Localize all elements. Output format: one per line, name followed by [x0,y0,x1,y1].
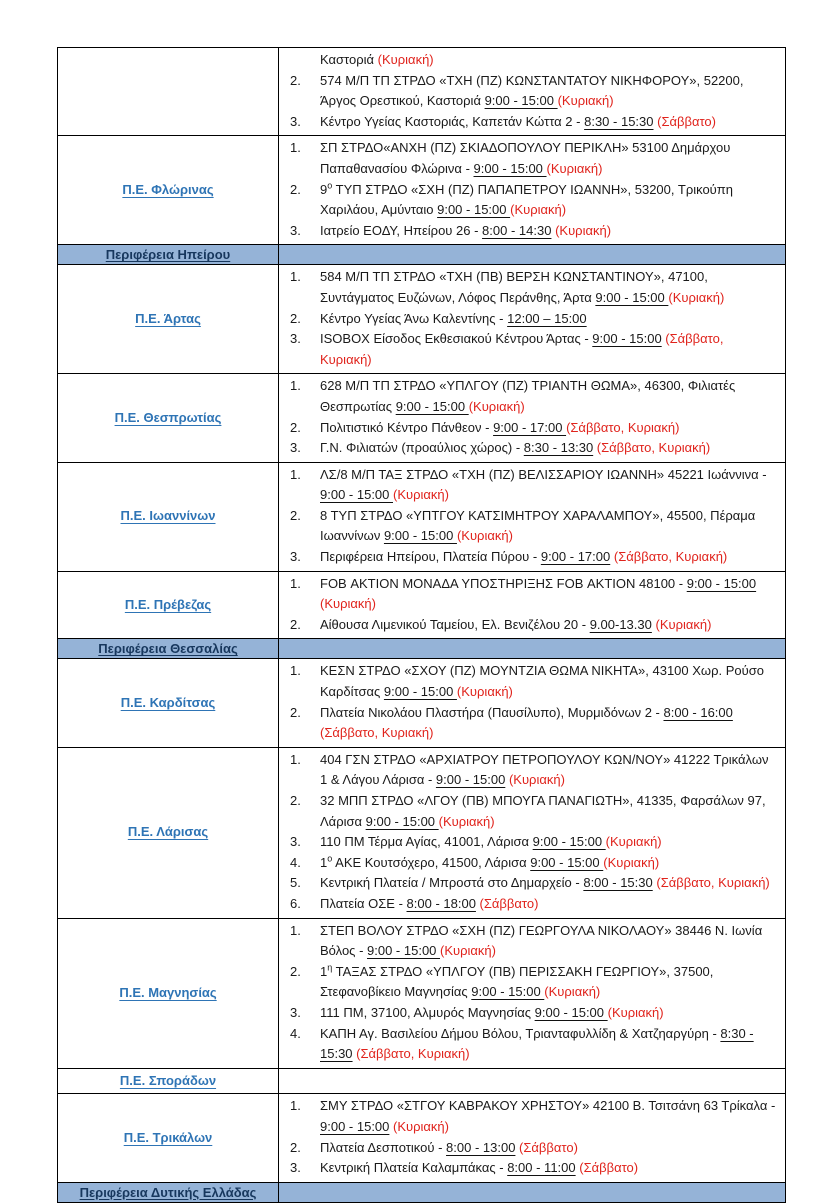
table-row [58,571,786,639]
opening-hours: 9:00 - 15:00 [686,575,757,591]
day-label: (Κυριακή) [456,528,513,544]
list-item [279,71,777,112]
list-item [279,873,777,894]
list-item [279,180,777,221]
list-item-number: 3. [290,834,301,850]
list-item [279,547,777,568]
list-item [279,921,777,962]
opening-hours: 9:00 - 15:00 [437,202,511,218]
region-label: Π.Ε. Άρτας [135,311,201,327]
opening-hours: 8:30 - 15:30 [584,113,654,129]
day-label: (Σάββατο, Κυριακή) [656,875,770,891]
opening-hours: 9:00 - 15:00 [367,943,441,959]
region-label-cell [58,747,279,918]
list-item-number: 6. [290,895,301,911]
day-label: (Σάββατο) [579,1160,639,1176]
site-text: Περιφέρεια Ηπείρου, Πλατεία Πύρου - [320,549,541,565]
day-label: (Κυριακή) [607,1004,664,1020]
opening-hours: 9:00 - 17:00 [540,549,611,565]
site-text: 628 Μ/Π ΤΠ ΣΤΡΔΟ «ΥΠΛΓΟΥ (ΠΖ) ΤΡΙΑΝΤΗ ΘΩΜΑ», 46300, Φιλιατές Θεσπρωτίας [320,378,736,414]
site-text: Πλατεία ΟΣΕ - [320,895,407,911]
list-item-number: 3. [290,331,301,347]
site-text: 9 [320,181,328,197]
site-text: ΛΣ/8 Μ/Π ΤΑΞ ΣΤΡΔΟ «ΤΧΗ (ΠΖ) ΒΕΛΙΣΣΑΡΙΟΥ ΙΩΑΝΝΗ» 45221 Ιωάννινα - [320,466,767,482]
site-list-cell [279,747,786,918]
day-label: (Σάββατο, Κυριακή) [566,419,680,435]
opening-hours: 9.00-13.30 [589,616,652,632]
site-text: 1 [320,854,328,870]
list-item [279,661,777,702]
opening-hours: 9:00 - 15:00 [383,684,457,700]
opening-hours: 9:00 - 15:00 [320,1118,390,1134]
list-item-number: 4. [290,854,301,870]
region-label-cell [58,462,279,571]
table-row [58,918,786,1068]
site-list-cell [279,1068,786,1094]
day-label: (Κυριακή) [603,854,660,870]
day-label: (Κυριακή) [508,772,565,788]
opening-hours: 9:00 - 15:00 [592,331,662,347]
region-group-header: Περιφέρεια Δυτικής Ελλάδας [79,1184,257,1200]
list-item [279,418,777,439]
list-item [279,962,777,1003]
list-item [279,506,777,547]
region-label-cell [58,659,279,747]
opening-hours: 9:00 - 15:00 [534,1004,608,1020]
region-label-cell [58,1068,279,1094]
opening-hours: 8:00 - 13:00 [446,1139,516,1155]
site-text: ΣΠ ΣΤΡΔΟ«ΑΝΧΗ (ΠΖ) ΣΚΙΑΔΟΠΟΥΛΟΥ ΠΕΡΙΚΛΗ» 53100 Δημάρχου Παπαθανασίου Φλώρινα - [320,140,731,176]
day-label: (Κυριακή) [557,93,614,109]
day-label: (Κυριακή) [544,984,601,1000]
list-item-number: 2. [290,793,301,808]
site-text: ΣΤΕΠ ΒΟΛΟΥ ΣΤΡΔΟ «ΣΧΗ (ΠΖ) ΓΕΩΡΓΟΥΛΑ ΝΙΚΟΛΑΟΥ» 38446 Ν. Ιωνία Βόλος - [320,922,763,959]
list-item [279,1096,777,1137]
site-text: 110 ΠΜ Τέρμα Αγίας, 41001, Λάρισα [320,834,533,850]
day-label: (Σάββατο, Κυριακή) [320,725,434,741]
region-label: Π.Ε. Λάρισας [127,824,209,840]
site-text: Πολιτιστικό Κέντρο Πάνθεον - [320,419,494,435]
region-group-header: Περιφέρεια Θεσσαλίας [98,641,238,657]
opening-hours: 8:00 - 11:00 [507,1160,576,1176]
list-item [279,791,777,832]
site-text: FOB ΑΚΤΙΟΝ ΜΟΝΑΔΑ ΥΠΟΣΤΗΡΙΞΗΣ FOB ΑΚΤΙΟΝ 48100 - [320,575,687,591]
table-row [58,136,786,245]
site-text: Κεντρική Πλατεία / Μπροστά στο Δημαρχείο - [320,875,584,891]
day-label: (Κυριακή) [393,1118,449,1134]
region-group-header: Περιφέρεια Ηπείρου [105,247,231,263]
opening-hours: 9:00 - 17:00 [493,419,567,435]
region-label: Π.Ε. Σποράδων [119,1072,217,1088]
day-label: (Σάββατο, Κυριακή) [356,1046,470,1062]
day-label: (Σάββατο, Κυριακή) [320,331,724,367]
list-item [279,329,777,370]
list-item-number: 3. [290,1004,301,1020]
list-item [279,138,777,179]
site-text: ΤΑΞΑΣ ΣΤΡΔΟ «ΥΠΛΓΟΥ (ΠΒ) ΠΕΡΙΣΣΑΚΗ ΓΕΩΡΓΙΟΥ», 37500, Στεφανοβίκειο Μαγνησίας [320,963,714,1000]
region-label-cell [58,48,279,136]
region-label-cell [58,265,279,374]
ordinal-superscript: ο [327,853,333,864]
list-item-number: 2. [290,181,301,197]
list-item-number: 3. [290,549,301,565]
header-empty-cell [279,245,786,265]
list-item-number: 1. [290,751,301,767]
site-text: 111 ΠΜ, 37100, Αλμυρός Μαγνησίας [320,1004,535,1020]
list-item [279,615,777,636]
site-list-cell [279,462,786,571]
header-empty-cell [279,1182,786,1202]
day-label: (Κυριακή) [438,813,495,829]
site-text: Πλατεία Δεσποτικού - [320,1139,447,1155]
list-item-number: 2. [290,963,301,979]
site-list-cell [279,1094,786,1182]
opening-hours: 8:30 - 13:30 [523,440,594,456]
opening-hours: 8:00 - 18:00 [406,895,476,911]
list-item-number: 1. [290,140,301,156]
site-text: Γ.Ν. Φιλιατών (προαύλιος χώρος) - [320,440,524,456]
day-label: (Κυριακή) [377,52,434,67]
opening-hours: 9:00 - 15:00 [435,772,506,788]
site-text: Κέντρο Υγείας Καστοριάς, Καπετάν Κώττα 2 - [320,113,585,129]
day-label: (Κυριακή) [668,289,725,305]
vaccination-sites-table [57,47,786,1203]
list-item [279,832,777,853]
site-text: Ιατρείο ΕΟΔΥ, Ηπείρου 26 - [320,222,483,238]
list-item [279,894,777,915]
opening-hours: 9:00 - 15:00 [484,93,558,109]
table-row [58,747,786,918]
site-text: Κέντρο Υγείας Άνω Καλεντίνης - [320,310,508,326]
list-item [279,112,777,133]
table-row [58,1068,786,1094]
day-label: (Κυριακή) [440,943,496,959]
day-label: (Κυριακή) [393,487,449,503]
site-text: 32 ΜΠΠ ΣΤΡΔΟ «ΛΓΟΥ (ΠΒ) ΜΠΟΥΓΑ ΠΑΝΑΓΙΩΤΗ», 41335, Φαρσάλων 97, Λάρισα [320,793,766,829]
opening-hours: 9:00 - 15:00 [530,854,604,870]
list-item-number: 2. [290,507,301,523]
opening-hours: 9:00 - 15:00 [320,487,393,503]
opening-hours: 8:00 - 14:30 [482,222,552,238]
day-label: (Σάββατο, Κυριακή) [613,549,728,565]
site-text: 574 Μ/Π ΤΠ ΣΤΡΔΟ «ΤΧΗ (ΠΖ) ΚΩΝΣΤΑΝΤΑΤΟΥ ΝΙΚΗΦΟΡΟΥ», 52200, Άργος Ορεστικού, Καστοριά [320,72,744,109]
list-item [279,703,777,744]
site-text: 1 [320,963,328,979]
region-label: Π.Ε. Τρικάλων [123,1129,213,1145]
table-row [58,265,786,374]
site-list-cell [279,48,786,136]
table-row [58,462,786,571]
header-empty-cell [279,639,786,659]
opening-hours: 9:00 - 15:00 [471,984,545,1000]
site-list-cell [279,136,786,245]
ordinal-superscript: ο [327,180,333,191]
list-item-number: 1. [290,1098,301,1114]
list-item-number: 2. [290,1139,301,1155]
opening-hours: 8:30 - 15:30 [320,1025,754,1062]
list-item-number: 3. [290,222,301,238]
site-text: Αίθουσα Λιμενικού Ταμείου, Ελ. Βενιζέλου 20 - [320,616,590,632]
region-group-header-row [58,1182,786,1202]
day-label: (Κυριακή) [456,684,513,700]
site-text: ΚΕΣΝ ΣΤΡΔΟ «ΣΧΟΥ (ΠΖ) ΜΟΥΝΤΖΙΑ ΘΩΜΑ ΝΙΚΗΤΑ», 43100 Χωρ. Ρούσο Καρδίτσας [320,663,764,700]
region-label: Π.Ε. Μαγνησίας [119,984,217,1000]
site-text: ΑΚΕ Κουτσόχερο, 41500, Λάρισα [332,854,531,870]
list-item [279,267,777,308]
day-label: (Κυριακή) [320,596,376,612]
list-item-number: 2. [290,419,301,435]
day-label: (Κυριακή) [510,202,567,218]
list-item [279,376,777,417]
list-item-number: 3. [290,440,301,456]
opening-hours: 8:00 - 16:00 [663,704,733,720]
site-text: Κεντρική Πλατεία Καλαμπάκας - [320,1160,508,1176]
day-label: (Σάββατο) [657,113,716,129]
site-list-cell [279,571,786,639]
table-row [58,1094,786,1182]
opening-hours: 9:00 - 15:00 [532,834,606,850]
region-label-cell [58,1094,279,1182]
day-label: (Σάββατο) [519,1139,578,1155]
list-item [279,221,777,242]
header-label-cell [58,245,279,265]
list-item-number: 4. [290,1025,301,1041]
list-item-number: 2. [290,72,301,88]
day-label: (Κυριακή) [655,616,712,632]
day-label: (Κυριακή) [605,834,662,850]
list-item-number: 3. [290,1160,301,1176]
list-item [279,574,777,615]
list-item-number: 1. [290,575,301,591]
region-group-header-row [58,639,786,659]
list-item [279,50,777,71]
list-item [279,309,777,330]
list-item [279,438,777,459]
region-label: Π.Ε. Ιωαννίνων [120,508,216,524]
list-item-number: 2. [290,704,301,720]
opening-hours: 9:00 - 15:00 [365,813,439,829]
list-item-number: 1. [290,663,301,679]
header-label-cell [58,1182,279,1202]
region-label-cell [58,374,279,462]
site-text: ΚΑΠΗ Αγ. Βασιλείου Δήμου Βόλου, Τριανταφυλλίδη & Χατζηαργύρη - [320,1025,721,1041]
site-list-cell [279,265,786,374]
site-text: 584 Μ/Π ΤΠ ΣΤΡΔΟ «ΤΧΗ (ΠΒ) ΒΕΡΣΗ ΚΩΝΣΤΑΝΤΙΝΟΥ», 47100, Συντάγματος Ευζώνων, Λόφος Περάνθης, Άρτα [320,269,708,305]
list-item-number: 5. [290,875,301,891]
list-item [279,1003,777,1024]
opening-hours: 9:00 - 15:00 [395,398,469,414]
ordinal-superscript: η [327,962,333,973]
list-item [279,750,777,791]
list-item-number: 1. [290,269,301,285]
table-row [58,374,786,462]
list-item [279,1138,777,1159]
region-label: Π.Ε. Φλώρινας [122,182,214,198]
site-text: ISOBOX Είσοδος Εκθεσιακού Κέντρου Άρτας - [320,331,593,347]
day-label: (Κυριακή) [546,160,603,176]
list-item [279,1024,777,1065]
list-item-number: 1. [290,378,301,394]
table-row [58,48,786,136]
region-label-cell [58,136,279,245]
region-label-cell [58,571,279,639]
list-item-number: 2. [290,310,301,326]
day-label: (Κυριακή) [555,222,612,238]
opening-hours: 9:00 - 15:00 [473,160,547,176]
opening-hours: 12:00 – 15:00 [507,310,587,326]
opening-hours: 9:00 - 15:00 [383,528,457,544]
list-item-number: 1. [290,466,301,482]
site-text: ΤΥΠ ΣΤΡΔΟ «ΣΧΗ (ΠΖ) ΠΑΠΑΠΕΤΡΟΥ ΙΩΑΝΝΗ», 53200, Τρικούπη Χαριλάου, Αμύνταιο [320,181,733,218]
site-text: 8 ΤΥΠ ΣΤΡΔΟ «ΥΠΤΓΟΥ ΚΑΤΣΙΜΗΤΡΟΥ ΧΑΡΑΛΑΜΠΟΥ», 45500, Πέραμα Ιωαννίνων [320,507,756,544]
region-label: Π.Ε. Θεσπρωτίας [114,409,222,425]
list-item [279,1158,777,1179]
region-group-header-row [58,245,786,265]
list-item-number: 3. [290,113,301,129]
header-label-cell [58,639,279,659]
site-list-cell [279,374,786,462]
region-label: Π.Ε. Πρέβεζας [124,596,212,612]
day-label: (Σάββατο) [479,895,539,911]
list-item [279,853,777,874]
site-list-cell [279,918,786,1068]
list-item-number: 1. [290,922,301,938]
region-label-cell [58,918,279,1068]
site-text: ΣΜΥ ΣΤΡΔΟ «ΣΤΓΟΥ ΚΑΒΡΑΚΟΥ ΧΡΗΣΤΟΥ» 42100 Β. Τσιτσάνη 63 Τρίκαλα - [320,1098,776,1114]
site-text: Καστοριά [320,52,378,67]
opening-hours: 9:00 - 15:00 [595,289,669,305]
table-row [58,659,786,747]
day-label: (Σάββατο, Κυριακή) [596,440,711,456]
site-text: 404 ΓΣΝ ΣΤΡΔΟ «ΑΡΧΙΑΤΡΟΥ ΠΕΤΡΟΠΟΥΛΟΥ ΚΩΝ/ΝΟΥ» 41222 Τρικάλων 1 & Λάγου Λάρισα - [320,751,769,788]
list-item [279,465,777,506]
day-label: (Κυριακή) [468,398,525,414]
opening-hours: 8:00 - 15:30 [583,875,653,891]
site-list-cell [279,659,786,747]
site-text: Πλατεία Νικολάου Πλαστήρα (Παυσίλυπο), Μυρμιδόνων 2 - [320,704,664,720]
region-label: Π.Ε. Καρδίτσας [120,694,216,710]
list-item-number: 2. [290,616,301,632]
